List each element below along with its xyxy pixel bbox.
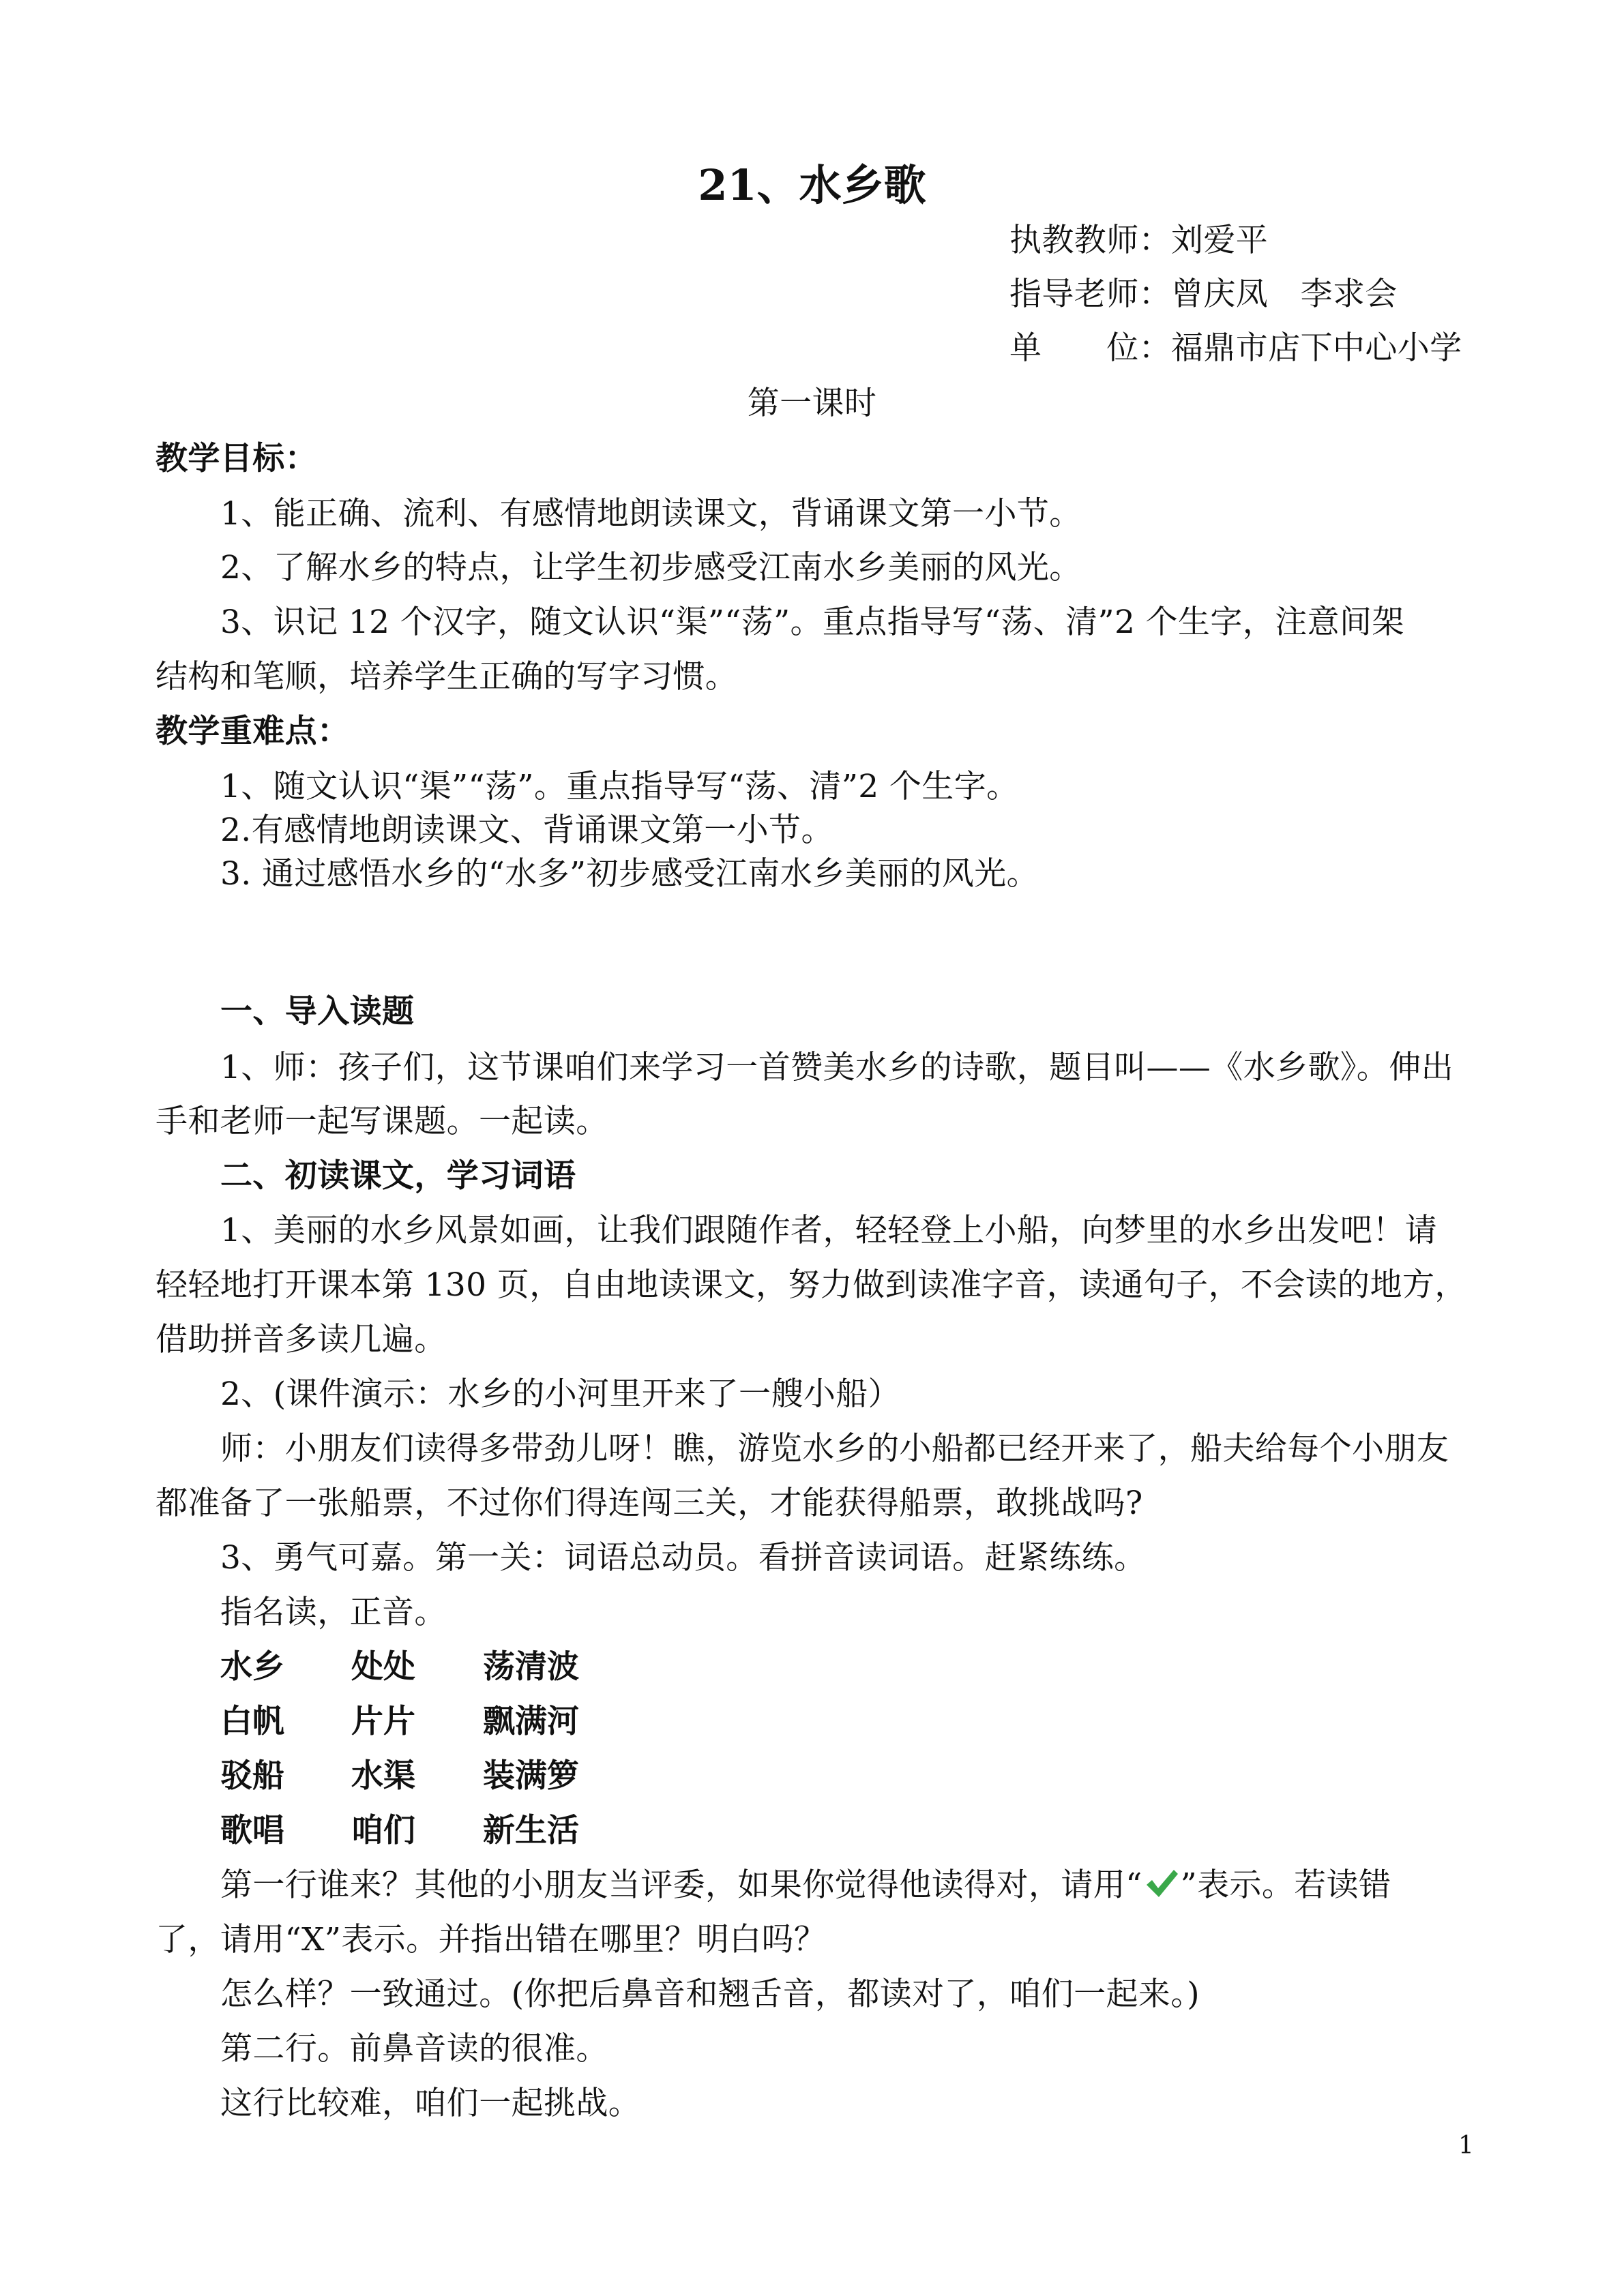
checkmark-icon [1144,1867,1179,1901]
judge-instruction [220,1865,1391,1906]
paragraph-line: 1、美丽的水乡风景如画，让我们跟随作者，轻轻登上小船，向梦里的水乡出发吧！请 [220,1212,1438,1249]
keypoint-item: 2.有感情地朗读课文、背诵课文第一小节。 [220,811,833,849]
paragraph-line: 借助拼音多读几遍。 [156,1321,447,1358]
section-heading-reading: 二、初读课文，学习词语 [220,1157,576,1195]
vocab-word: 驳船 [220,1757,284,1795]
vocab-word: 处处 [351,1648,415,1686]
teacher-info: 执教教师：刘爱平 [1009,222,1269,259]
keypoints-heading: 教学重难点： [156,713,350,750]
paragraph-line: 第二行。前鼻音读的很准。 [220,2030,608,2068]
vocab-word: 咱们 [351,1812,415,1849]
vocab-word: 片片 [351,1703,415,1740]
keypoint-item: 1、随文认识“渠”“荡”。重点指导写“荡、清”2 个生字。 [220,768,1019,805]
paragraph-line: 了，请用“X”表示。并指出错在哪里？明白吗？ [156,1921,827,1958]
vocab-word: 装满箩 [483,1757,579,1795]
unit-info: 单 位：福鼎市店下中心小学 [1009,329,1462,367]
paragraph-line: 2、(课件演示：水乡的小河里开来了一艘小船） [220,1375,901,1413]
vocab-word: 歌唱 [220,1812,284,1849]
vocab-word: 白帆 [220,1703,284,1740]
judge-instruction-before: 第一行谁来？其他的小朋友当评委，如果你觉得他读得对，请用“ [220,1866,1142,1904]
goals-heading: 教学目标： [156,440,317,477]
section-heading-intro: 一、导入读题 [220,993,415,1030]
paragraph-line: 指名读，正音。 [220,1594,447,1631]
paragraph-line: 3、勇气可嘉。第一关：词语总动员。看拼音读词语。赶紧练练。 [220,1539,1147,1577]
goal-item: 1、能正确、流利、有感情地朗读课文，背诵课文第一小节。 [220,495,1082,533]
paragraph-line: 师：小朋友们读得多带劲儿呀！瞧，游览水乡的小船都已经开来了，船夫给每个小朋友 [220,1430,1449,1467]
goal-item: 2、了解水乡的特点，让学生初步感受江南水乡美丽的风光。 [220,549,1082,586]
vocab-word: 飘满河 [483,1703,579,1740]
judge-instruction-after: ”表示。若读错 [1180,1866,1391,1904]
vocab-word: 水渠 [351,1757,415,1795]
document-title: 21、水乡歌 [698,160,926,210]
goal-item: 3、识记 12 个汉字，随文认识“渠”“荡”。重点指导写“荡、清”2 个生字，注意间架 [220,603,1404,641]
keypoint-item: 3. 通过感悟水乡的“水多”初步感受江南水乡美丽的风光。 [220,855,1039,893]
lesson-label: 第一课时 [747,385,877,422]
vocab-word: 水乡 [220,1648,284,1686]
paragraph-line: 怎么样？一致通过。(你把后鼻音和翘舌音，都读对了，咱们一起来。) [220,1976,1200,2013]
paragraph-line: 手和老师一起写课题。一起读。 [156,1103,608,1140]
vocab-word: 新生活 [483,1812,579,1849]
advisor-info: 指导老师：曾庆凤 李求会 [1009,275,1398,313]
paragraph-line: 1、师：孩子们，这节课咱们来学习一首赞美水乡的诗歌，题目叫——《水乡歌》。伸出 [220,1049,1454,1086]
paragraph-line: 轻轻地打开课本第 130 页，自由地读课文，努力做到读准字音，读通句子，不会读的地方， [156,1266,1467,1304]
paragraph-line: 这行比较难，咱们一起挑战。 [220,2085,641,2122]
paragraph-line: 都准备了一张船票，不过你们得连闯三关，才能获得船票，敢挑战吗? [156,1485,1143,1522]
page-number: 1 [1458,2132,1474,2160]
goal-item-continued: 结构和笔顺，培养学生正确的写字习惯。 [156,658,738,696]
vocab-word: 荡清波 [483,1648,579,1686]
